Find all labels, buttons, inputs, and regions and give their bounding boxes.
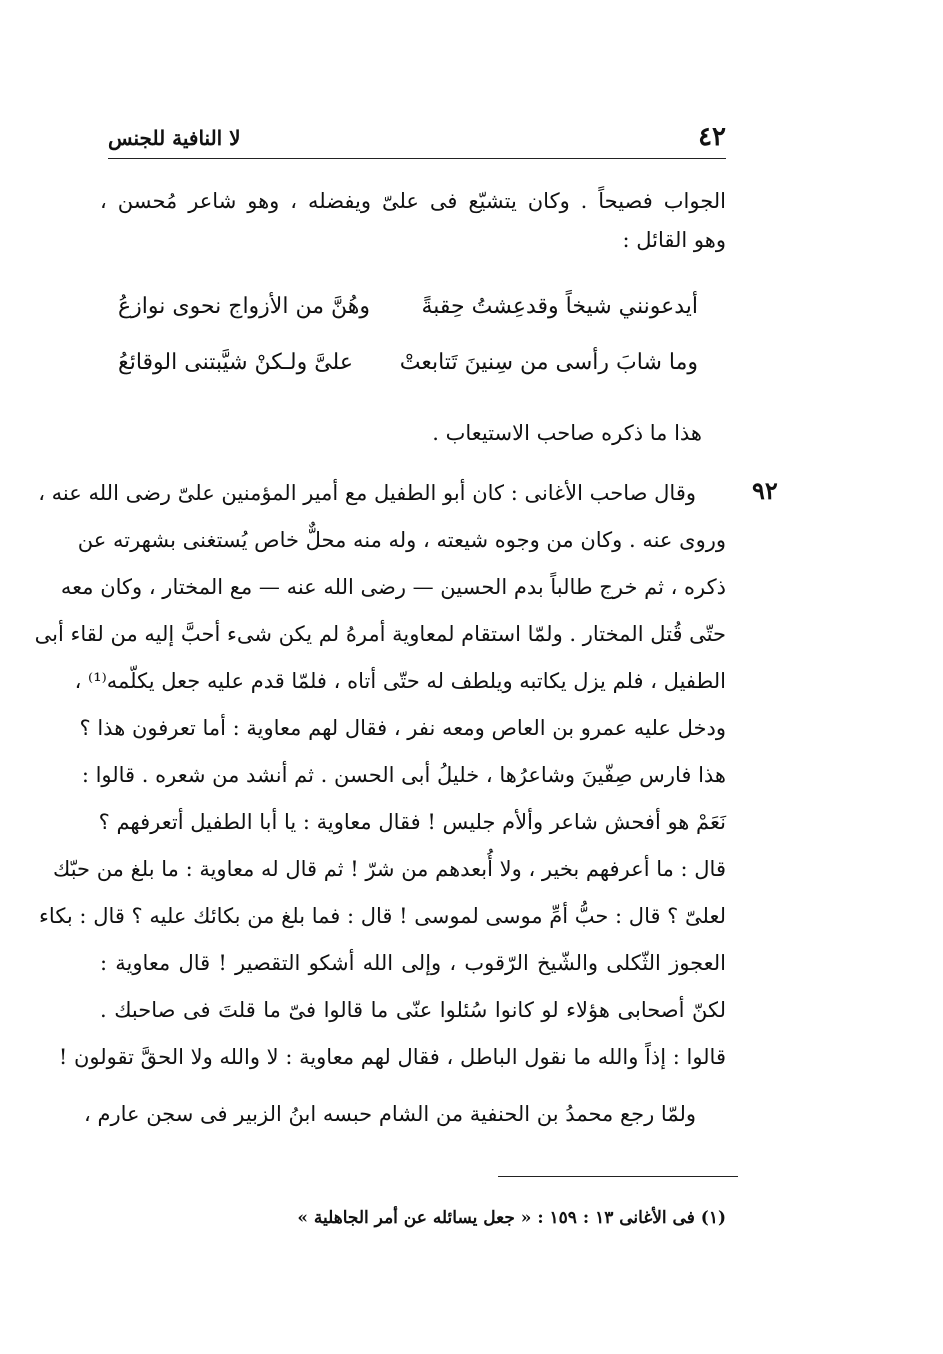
text-line: هذا ما ذكره صاحب الاستيعاب . <box>432 421 702 445</box>
main-paragraph <box>34 470 726 1138</box>
poem-verse <box>118 340 698 398</box>
source-paragraph <box>100 410 726 457</box>
intro-paragraph <box>100 178 726 264</box>
text-line: لعلىّ ؟ قال : حبُّ أمِّ موسى لموسى ! قال : فما بلغ من بكائك عليه ؟ قال : بكاء <box>39 904 726 928</box>
header-rule <box>108 158 726 159</box>
verse-second-hemistich: علىَّ ولـكنْ شيَّبتنى الوقائعُ <box>118 350 353 375</box>
verse-first-hemistich: وما شابَ رأسى من سِنينَ تَتابعتْ <box>399 350 698 375</box>
section-number: ٩٢ <box>752 476 778 505</box>
text-line: وهو القائل : <box>622 228 726 252</box>
page-number: ٤٢ <box>698 122 726 152</box>
text-line: لكنّ أصحابى هؤلاء لو كانوا سُئلوا عنّى ما قالوا فىّ ما قلتَ فى صاحبك . <box>100 998 726 1022</box>
text-line: قالوا : إذاً والله ما نقول الباطل ، فقال لهم معاوية : لا والله ولا الحقَّ تقولون ! <box>58 1045 726 1069</box>
page-header <box>108 122 726 156</box>
text-line: هذا فارس صِفّينَ وشاعرُها ، خليلُ أبى الحسن . ثم أنشد من شعره . قالوا : <box>81 763 726 787</box>
running-title: لا النافية للجنس <box>108 126 241 150</box>
text-line: العجوز الثّكلى والشّيخ الرّقوب ، وإلى الله أشكو التقصير ! قال معاوية : <box>100 951 726 975</box>
verse-second-hemistich: وهُنَّ من الأزواج نحوى نوازعُ <box>118 294 370 319</box>
text-line: الطفيل ، فلم يزل يكاتبه ويلطف له حتّى أتاه ، فلمّا قدم عليه جعل يكلّمه⁽¹⁾ ، <box>74 669 726 693</box>
text-line: الجواب فصيحاً . وكان يتشيّع فى علىّ ويفضله ، وهو شاعر مُحسن ، <box>100 189 726 213</box>
text-line: قال : ما أعرفهم بخير ، ولا أُبعدهم من شرّ ! ثم قال له معاوية : ما بلغ من حبّك <box>53 857 726 881</box>
text-line: ولمّا رجع محمدُ بن الحنفية من الشام حبسه ابنُ الزبير فى سجن عارم ، <box>84 1102 696 1126</box>
footnote-rule <box>498 1176 738 1177</box>
text-line: حتّى قُتل المختار . ولمّا استقام لمعاوية أمرهُ لم يكن شىء أحبَّ إليه من لقاء أبى <box>34 622 726 646</box>
text-line: ودخل عليه عمرو بن العاص ومعه نفر ، فقال لهم معاوية : أما تعرفون هذا ؟ <box>79 716 726 740</box>
text-line: نَعَمْ هو أفحش شاعر وألأم جليس ! فقال معاوية : يا أبا الطفيل أتعرفهم ؟ <box>98 810 726 834</box>
text-line: ذكره ، ثم خرج طالباً بدم الحسين — رضى الله عنه — مع المختار ، وكان معه <box>60 575 726 599</box>
text-line: وروى عنه . وكان من وجوه شيعته ، وله منه محلٌّ خاص يُستغنى بشهرته عن <box>77 528 726 552</box>
text-line: وقال صاحب الأغانى : كان أبو الطفيل مع أمير المؤمنين علىّ رضى الله عنه ، <box>38 481 696 505</box>
poem-verse <box>118 284 698 342</box>
footnote: (١) فى الأغانى ١٣ : ١٥٩ : « جعل يسائله عن أمر الجاهلية » <box>297 1208 726 1228</box>
verse-first-hemistich: أيدعونني شيخاً وقدعِشتُ حِقبةً <box>421 294 698 319</box>
